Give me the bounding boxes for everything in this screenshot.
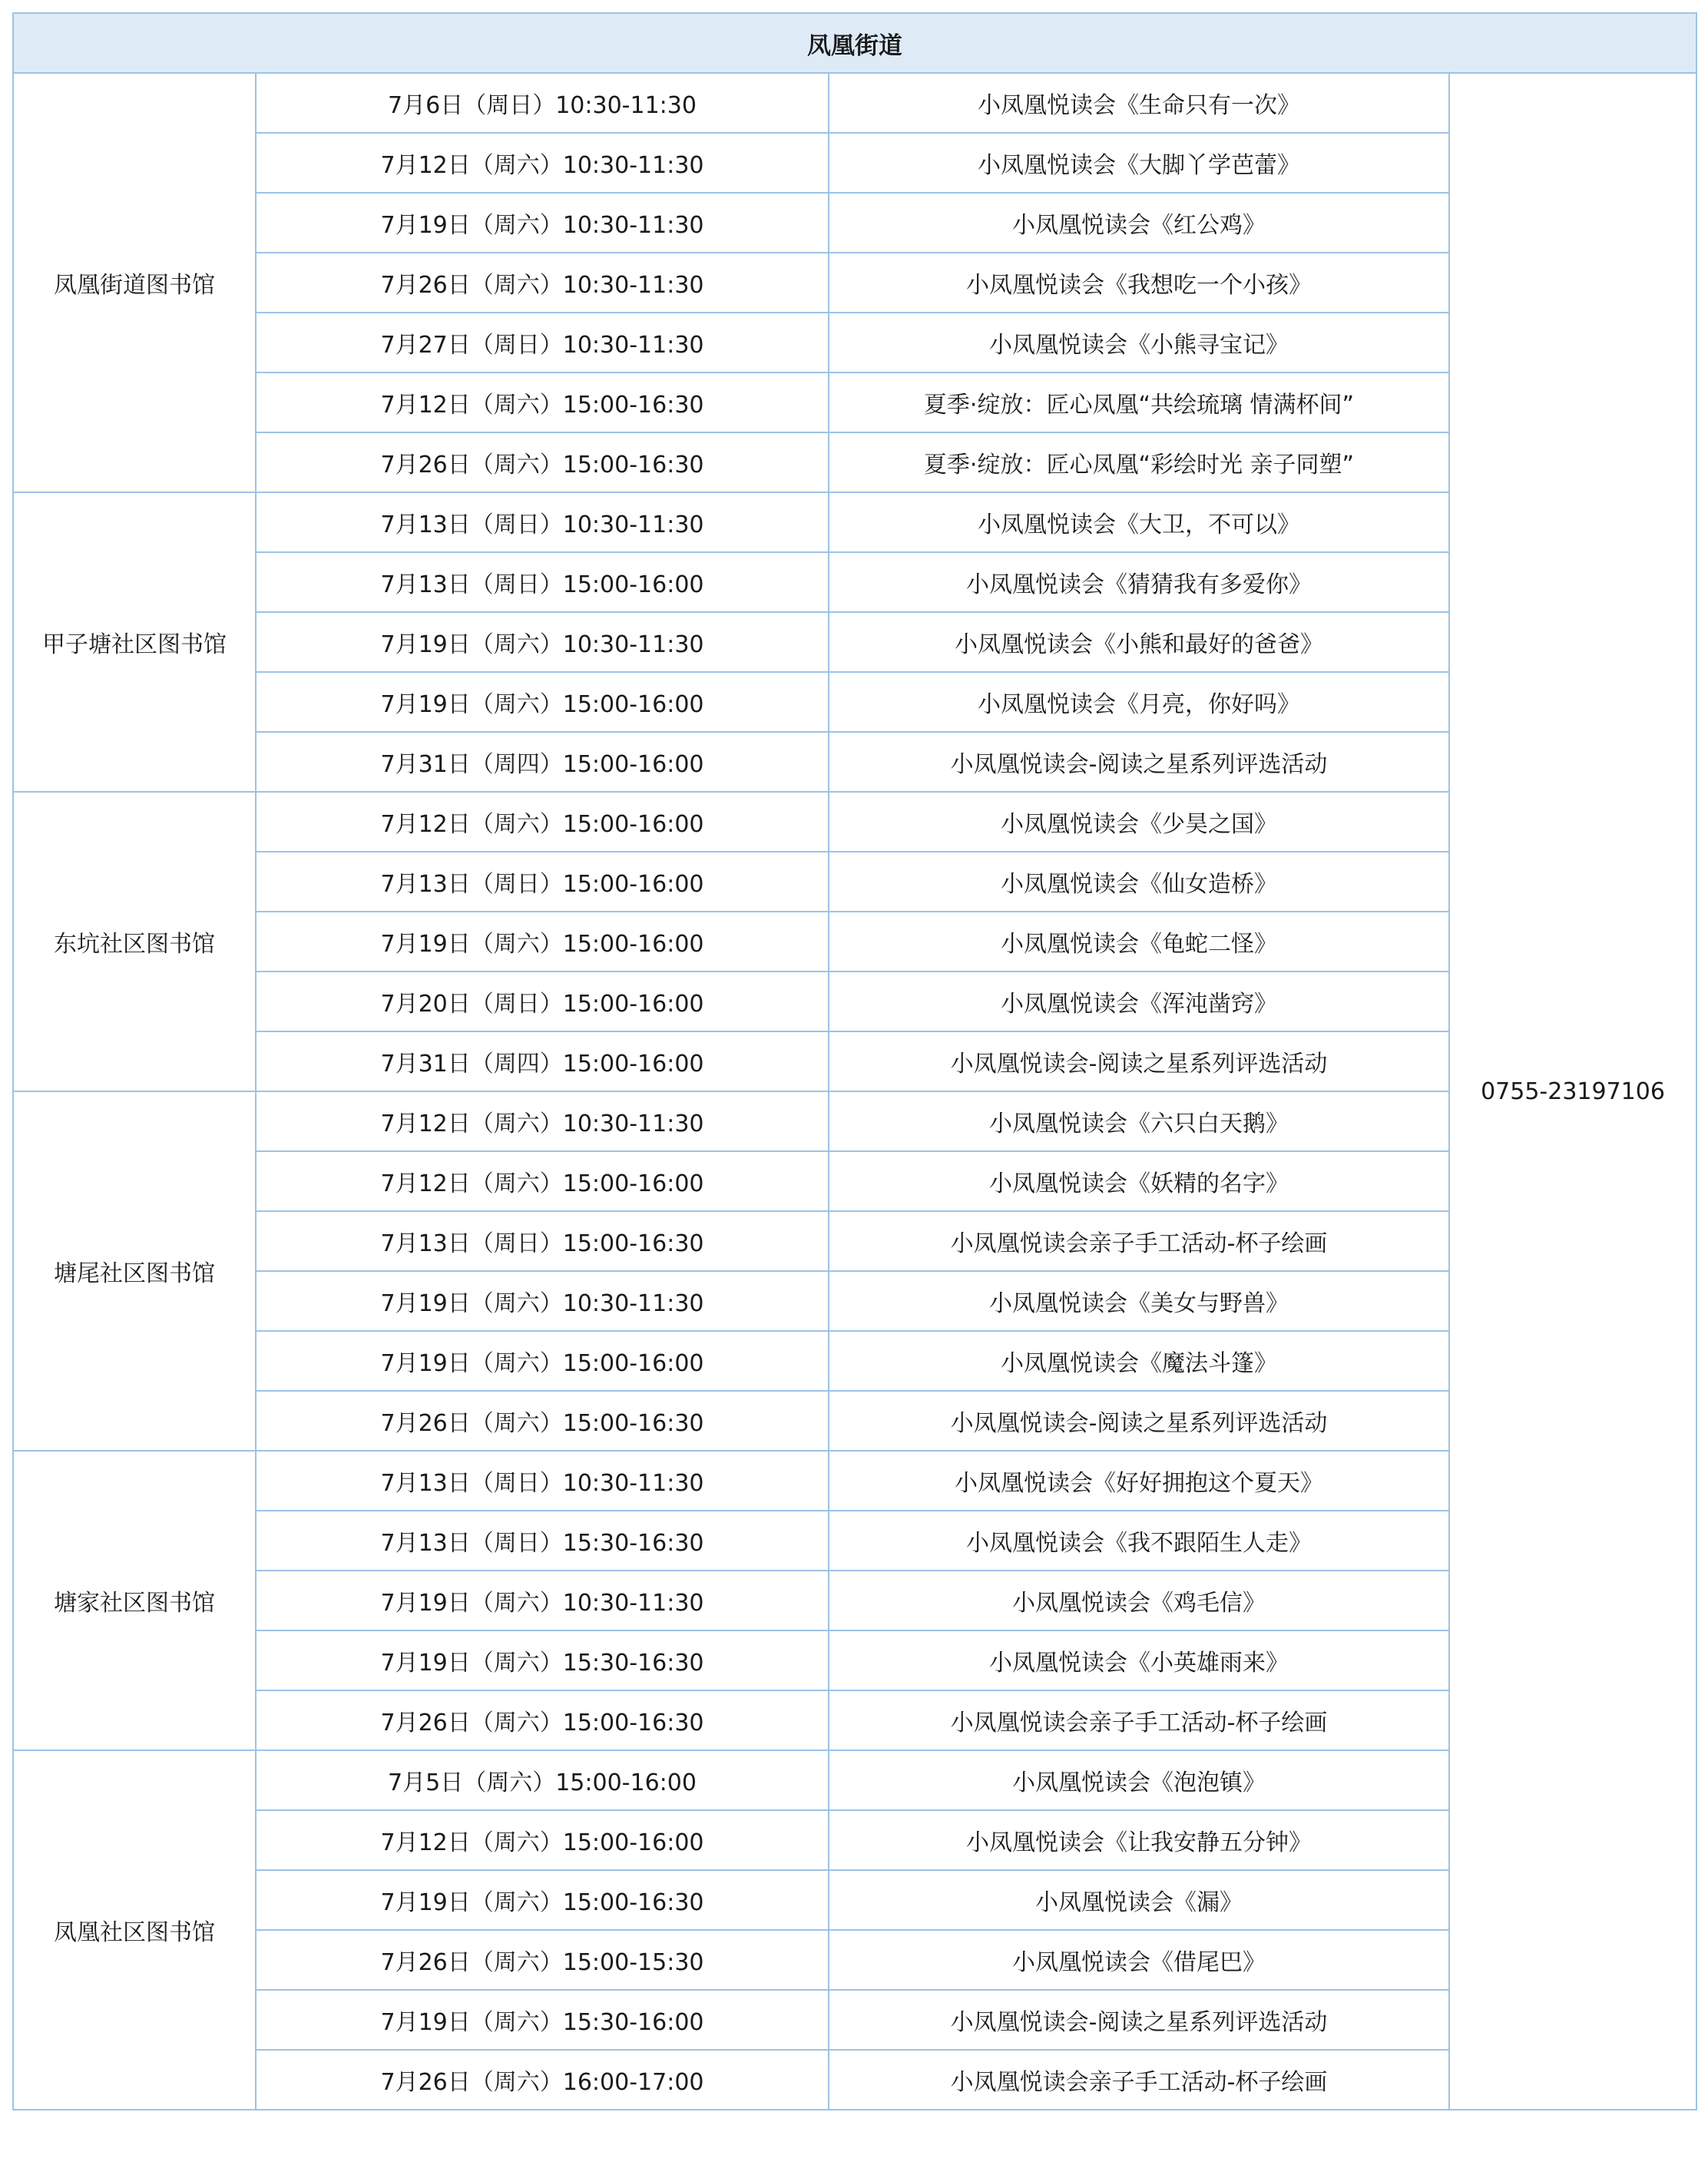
table-row — [13, 852, 1696, 912]
event-activity-cell: 小凤凰悦读会《借尾巴》 — [829, 1930, 1449, 1990]
event-time-cell: 7月31日（周四）15:00-16:00 — [256, 1031, 829, 1091]
table-row — [13, 492, 1696, 552]
event-activity-cell: 小凤凰悦读会-阅读之星系列评选活动 — [829, 1990, 1449, 2050]
event-time-cell: 7月26日（周六）15:00-16:30 — [256, 1391, 829, 1451]
event-activity-cell: 小凤凰悦读会《鸡毛信》 — [829, 1571, 1449, 1630]
schedule-table — [12, 12, 1697, 2110]
event-activity-cell: 小凤凰悦读会《好好拥抱这个夏天》 — [829, 1451, 1449, 1511]
event-time-cell: 7月19日（周六）15:30-16:00 — [256, 1990, 829, 2050]
library-name-cell: 凤凰社区图书馆 — [13, 1750, 256, 2110]
event-activity-cell: 小凤凰悦读会-阅读之星系列评选活动 — [829, 732, 1449, 792]
table-row — [13, 1990, 1696, 2050]
event-activity-cell: 小凤凰悦读会《我不跟陌生人走》 — [829, 1511, 1449, 1571]
event-time-cell: 7月26日（周六）15:00-16:30 — [256, 1690, 829, 1750]
table-row — [13, 1750, 1696, 1810]
table-row — [13, 552, 1696, 612]
table-row — [13, 672, 1696, 732]
header-row — [13, 13, 1696, 73]
event-activity-cell: 小凤凰悦读会《魔法斗篷》 — [829, 1331, 1449, 1391]
event-activity-cell: 小凤凰悦读会亲子手工活动-杯子绘画 — [829, 1690, 1449, 1750]
event-activity-cell: 小凤凰悦读会《大卫，不可以》 — [829, 492, 1449, 552]
event-time-cell: 7月19日（周六）15:00-16:00 — [256, 1331, 829, 1391]
table-row — [13, 1930, 1696, 1990]
library-name-cell: 东坑社区图书馆 — [13, 792, 256, 1091]
event-activity-cell: 小凤凰悦读会《少昊之国》 — [829, 792, 1449, 852]
table-row — [13, 1690, 1696, 1750]
event-activity-cell: 小凤凰悦读会《仙女造桥》 — [829, 852, 1449, 912]
event-time-cell: 7月13日（周日）10:30-11:30 — [256, 1451, 829, 1511]
event-time-cell: 7月19日（周六）10:30-11:30 — [256, 1571, 829, 1630]
event-time-cell: 7月31日（周四）15:00-16:00 — [256, 732, 829, 792]
library-name-cell: 塘家社区图书馆 — [13, 1451, 256, 1750]
table-row — [13, 1870, 1696, 1930]
event-activity-cell: 小凤凰悦读会《生命只有一次》 — [829, 73, 1449, 133]
event-time-cell: 7月19日（周六）15:00-16:30 — [256, 1870, 829, 1930]
event-activity-cell: 夏季·绽放：匠心凤凰“彩绘时光 亲子同塑” — [829, 432, 1449, 492]
table-row — [13, 912, 1696, 972]
event-activity-cell: 小凤凰悦读会《猜猜我有多爱你》 — [829, 552, 1449, 612]
event-activity-cell: 小凤凰悦读会《漏》 — [829, 1870, 1449, 1930]
event-activity-cell: 夏季·绽放：匠心凤凰“共绘琉璃 情满杯间” — [829, 372, 1449, 432]
event-time-cell: 7月13日（周日）15:00-16:30 — [256, 1211, 829, 1271]
event-activity-cell: 小凤凰悦读会《六只白天鹅》 — [829, 1091, 1449, 1151]
table-row — [13, 1810, 1696, 1870]
table-row — [13, 253, 1696, 313]
table-row — [13, 73, 1696, 133]
event-time-cell: 7月26日（周六）15:00-16:30 — [256, 432, 829, 492]
event-activity-cell: 小凤凰悦读会-阅读之星系列评选活动 — [829, 1391, 1449, 1451]
table-row — [13, 612, 1696, 672]
contact-phone-cell: 0755-23197106 — [1449, 73, 1696, 2110]
event-time-cell: 7月26日（周六）15:00-15:30 — [256, 1930, 829, 1990]
table-title: 凤凰街道 — [13, 13, 1696, 73]
event-activity-cell: 小凤凰悦读会《浑沌凿窍》 — [829, 972, 1449, 1031]
event-time-cell: 7月13日（周日）15:30-16:30 — [256, 1511, 829, 1571]
event-time-cell: 7月12日（周六）15:00-16:00 — [256, 1151, 829, 1211]
event-time-cell: 7月19日（周六）10:30-11:30 — [256, 193, 829, 253]
event-activity-cell: 小凤凰悦读会亲子手工活动-杯子绘画 — [829, 2050, 1449, 2110]
schedule-body — [13, 73, 1696, 2110]
event-time-cell: 7月12日（周六）10:30-11:30 — [256, 133, 829, 193]
event-time-cell: 7月13日（周日）15:00-16:00 — [256, 852, 829, 912]
event-time-cell: 7月19日（周六）15:00-16:00 — [256, 672, 829, 732]
library-name-cell: 塘尾社区图书馆 — [13, 1091, 256, 1451]
event-time-cell: 7月5日（周六）15:00-16:00 — [256, 1750, 829, 1810]
event-time-cell: 7月26日（周六）16:00-17:00 — [256, 2050, 829, 2110]
table-row — [13, 432, 1696, 492]
table-row — [13, 1511, 1696, 1571]
event-time-cell: 7月20日（周日）15:00-16:00 — [256, 972, 829, 1031]
table-row — [13, 1031, 1696, 1091]
event-time-cell: 7月6日（周日）10:30-11:30 — [256, 73, 829, 133]
table-row — [13, 792, 1696, 852]
event-time-cell: 7月13日（周日）15:00-16:00 — [256, 552, 829, 612]
table-row — [13, 1630, 1696, 1690]
event-activity-cell: 小凤凰悦读会《美女与野兽》 — [829, 1271, 1449, 1331]
table-row — [13, 1271, 1696, 1331]
event-time-cell: 7月19日（周六）10:30-11:30 — [256, 1271, 829, 1331]
library-name-cell: 凤凰街道图书馆 — [13, 73, 256, 492]
event-time-cell: 7月13日（周日）10:30-11:30 — [256, 492, 829, 552]
table-row — [13, 1331, 1696, 1391]
event-activity-cell: 小凤凰悦读会《我想吃一个小孩》 — [829, 253, 1449, 313]
table-row — [13, 1211, 1696, 1271]
event-activity-cell: 小凤凰悦读会《泡泡镇》 — [829, 1750, 1449, 1810]
event-activity-cell: 小凤凰悦读会《红公鸡》 — [829, 193, 1449, 253]
event-time-cell: 7月26日（周六）10:30-11:30 — [256, 253, 829, 313]
table-row — [13, 1451, 1696, 1511]
event-activity-cell: 小凤凰悦读会亲子手工活动-杯子绘画 — [829, 1211, 1449, 1271]
event-activity-cell: 小凤凰悦读会《大脚丫学芭蕾》 — [829, 133, 1449, 193]
event-activity-cell: 小凤凰悦读会《妖精的名字》 — [829, 1151, 1449, 1211]
event-time-cell: 7月12日（周六）15:00-16:30 — [256, 372, 829, 432]
event-activity-cell: 小凤凰悦读会《小熊和最好的爸爸》 — [829, 612, 1449, 672]
event-activity-cell: 小凤凰悦读会《小熊寻宝记》 — [829, 313, 1449, 372]
library-name-cell: 甲子塘社区图书馆 — [13, 492, 256, 792]
table-row — [13, 972, 1696, 1031]
event-time-cell: 7月12日（周六）10:30-11:30 — [256, 1091, 829, 1151]
event-activity-cell: 小凤凰悦读会-阅读之星系列评选活动 — [829, 1031, 1449, 1091]
table-row — [13, 133, 1696, 193]
table-row — [13, 1391, 1696, 1451]
table-row — [13, 1091, 1696, 1151]
event-time-cell: 7月19日（周六）15:00-16:00 — [256, 912, 829, 972]
table-row — [13, 193, 1696, 253]
event-time-cell: 7月12日（周六）15:00-16:00 — [256, 792, 829, 852]
event-time-cell: 7月19日（周六）10:30-11:30 — [256, 612, 829, 672]
table-row — [13, 1571, 1696, 1630]
table-row — [13, 2050, 1696, 2110]
event-activity-cell: 小凤凰悦读会《月亮，你好吗》 — [829, 672, 1449, 732]
table-row — [13, 1151, 1696, 1211]
event-time-cell: 7月27日（周日）10:30-11:30 — [256, 313, 829, 372]
event-activity-cell: 小凤凰悦读会《龟蛇二怪》 — [829, 912, 1449, 972]
table-row — [13, 732, 1696, 792]
event-activity-cell: 小凤凰悦读会《让我安静五分钟》 — [829, 1810, 1449, 1870]
table-row — [13, 372, 1696, 432]
event-activity-cell: 小凤凰悦读会《小英雄雨来》 — [829, 1630, 1449, 1690]
event-time-cell: 7月12日（周六）15:00-16:00 — [256, 1810, 829, 1870]
event-time-cell: 7月19日（周六）15:30-16:30 — [256, 1630, 829, 1690]
table-row — [13, 313, 1696, 372]
